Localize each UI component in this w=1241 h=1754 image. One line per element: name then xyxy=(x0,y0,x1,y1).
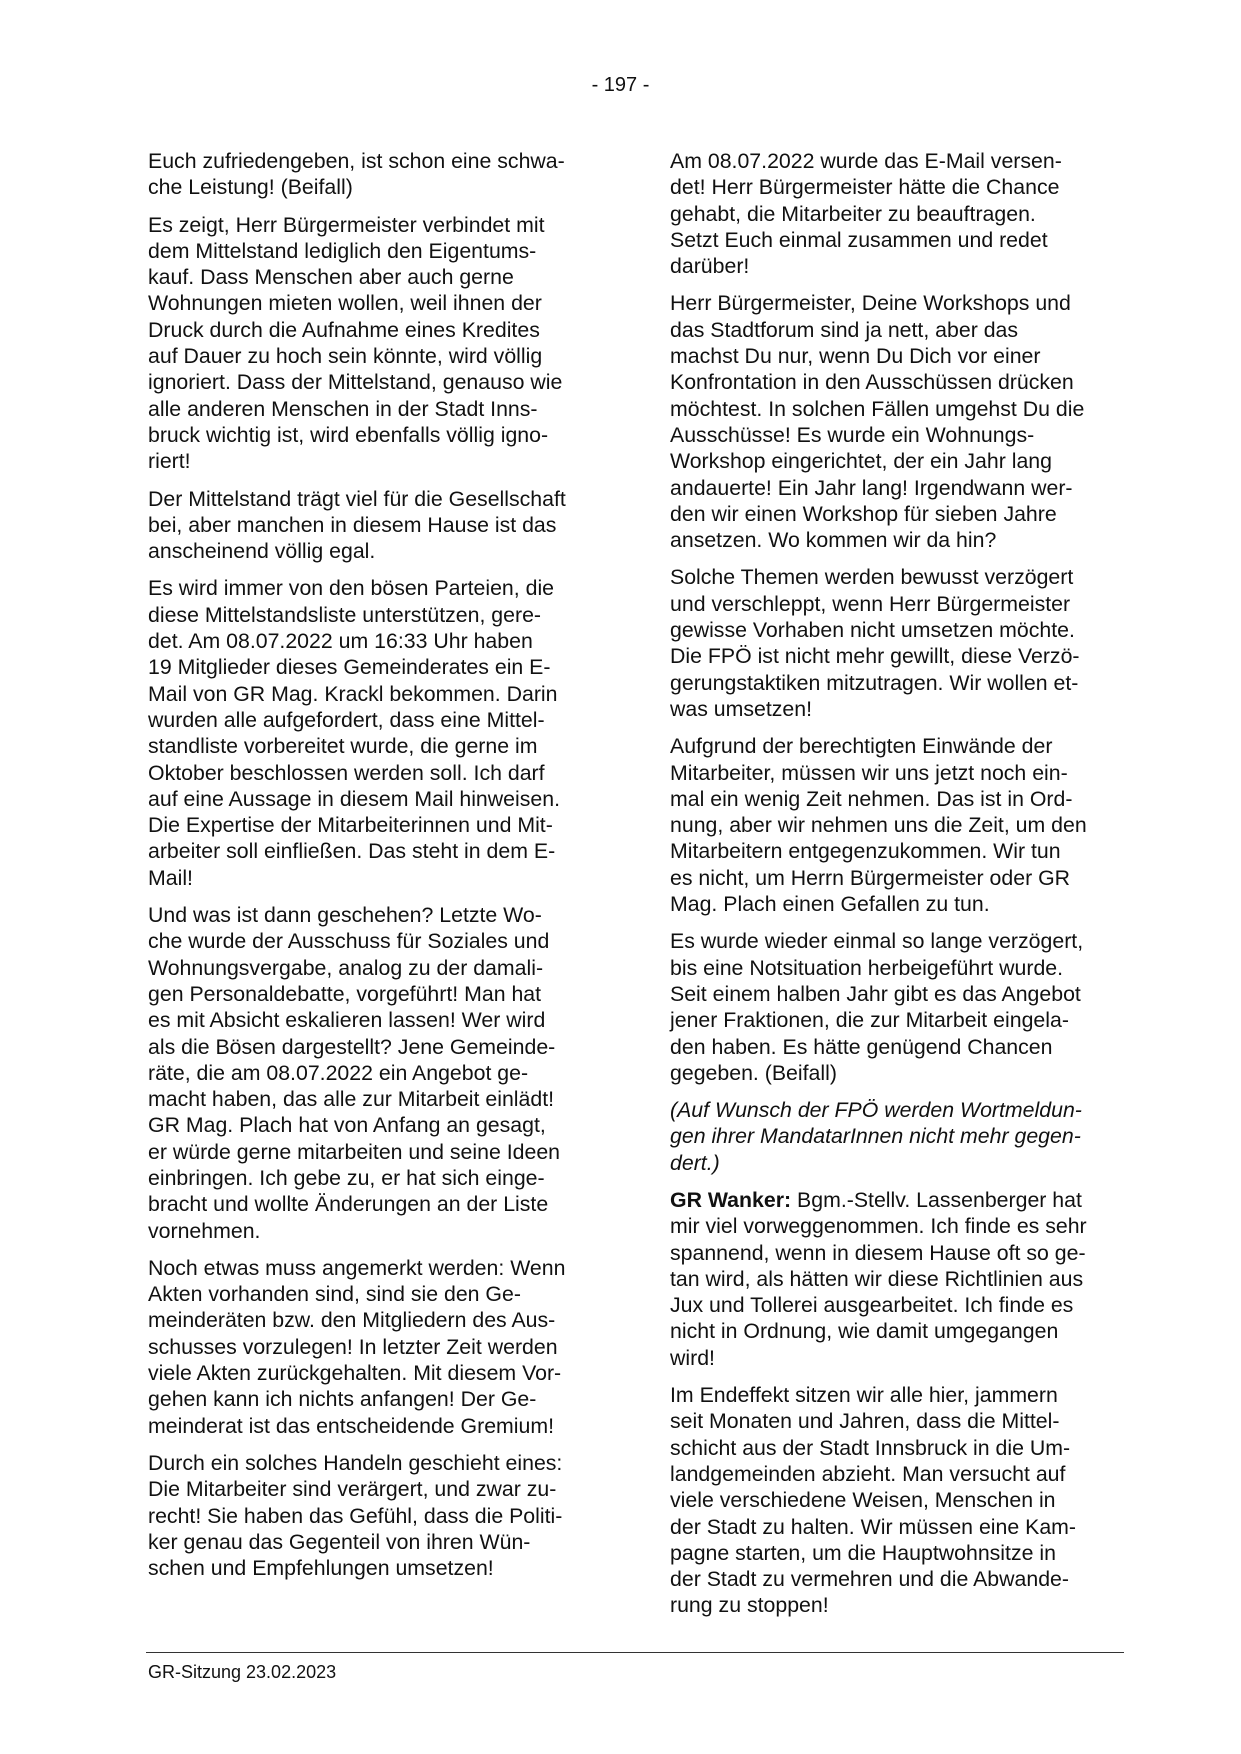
speaker-text: Bgm.-Stellv. Lassenberger hat mir viel vorweggenommen. Ich finde es sehr spannend, wenn in diesem Hause oft so ge- tan wird, als hätten wir diese Richtlinien aus Jux und Tollerei ausgearbeitet. Ich finde es nicht in Ordnung, wie damit umgegangen wird! xyxy=(670,1187,1087,1370)
paragraph: Durch ein solches Handeln geschieht eines: Die Mitarbeiter sind verärgert, und zwar zu- recht! Sie haben das Gefühl, dass die Politi- ker genau das Gegenteil von ihren Wün- schen und Empfehlungen umsetzen! xyxy=(148,1450,563,1581)
paragraph: Im Endeffekt sitzen wir alle hier, jammern seit Monaten und Jahren, dass die Mittel- schicht aus der Stadt Innsbruck in die Um- landgemeinden abzieht. Man versucht auf viele verschiedene Weisen, Menschen in der Stadt zu halten. Wir müssen eine Kam- pagne starten, um die Hauptwohnsitze in der Stadt zu vermehren und die Abwande- rung zu stoppen! xyxy=(670,1383,1077,1618)
footer-session-label: GR-Sitzung 23.02.2023 xyxy=(148,1662,337,1682)
paragraph: Es zeigt, Herr Bürgermeister verbindet mit dem Mittelstand lediglich den Eigentums- kauf. Dass Menschen aber auch gerne Wohnungen mieten wollen, weil ihnen der Druck durch die Aufnahme eines Kredites auf Dauer zu hoch sein könnte, wird völlig ignoriert. Dass der Mittelstand, genauso wie alle anderen Menschen in der Stadt Inns- bruck wichtig ist, wird ebenfalls völlig igno- riert! xyxy=(148,212,563,474)
paragraph: Herr Bürgermeister, Deine Workshops und das Stadtforum sind ja nett, aber das machst Du nur, wenn Du Dich vor einer Konfrontation in den Ausschüssen drücken möchtest. In solchen Fällen umgehst Du die Ausschüsse! Es wurde ein Wohnungs- Workshop eingerichtet, der ein Jahr lang andauerte! Ein Jahr lang! Irgendwann wer- den wir einen Workshop für sieben Jahre ansetzen. Wo kommen wir da hin? xyxy=(670,291,1085,553)
paragraph: Noch etwas muss angemerkt werden: Wenn Akten vorhanden sind, sind sie den Ge- meinderäten bzw. den Mitgliedern des Aus- schusses vorzulegen! In letzter Zeit werden viele Akten zurückgehalten. Mit diesem Vor- gehen kann ich nichts anfangen! Der Ge- meinderat ist das entscheidende Gremium! xyxy=(148,1255,566,1438)
editorial-note: (Auf Wunsch der FPÖ werden Wortmeldun- gen ihrer MandatarInnen nicht mehr gegen- dert.) xyxy=(670,1098,1082,1175)
speaker-paragraph xyxy=(670,1187,1130,1371)
left-column xyxy=(148,148,608,1592)
paragraph: Am 08.07.2022 wurde das E-Mail versen- det! Herr Bürgermeister hätte die Chance gehabt, die Mitarbeiter zu beauftragen. Setzt Euch einmal zusammen und redet darüber! xyxy=(670,149,1062,279)
paragraph: Euch zufriedengeben, ist schon eine schwa- che Leistung! (Beifall) xyxy=(148,149,565,200)
paragraph: Und was ist dann geschehen? Letzte Wo- che wurde der Ausschuss für Soziales und Wohnungsvergabe, analog zu der damali- gen Personaldebatte, vorgeführt! Man hat es mit Absicht eskalieren lassen! Wer wird als die Bösen dargestellt? Jene Gemeinde- räte, die am 08.07.2022 ein Angebot ge- macht haben, das alle zur Mitarbeit einlädt! GR Mag. Plach hat von Anfang an gesagt, er würde gerne mitarbeiten und seine Ideen einbringen. Ich gebe zu, er hat sich einge- bracht und wollte Änderungen an der Liste vornehmen. xyxy=(148,903,561,1243)
footer-divider xyxy=(146,1652,1124,1653)
paragraph: Aufgrund der berechtigten Einwände der Mitarbeiter, müssen wir uns jetzt noch ein- mal ein wenig Zeit nehmen. Das ist in Ord- nung, aber wir nehmen uns die Zeit, um den Mitarbeitern entgegenzukommen. Wir tun es nicht, um Herrn Bürgermeister oder GR Mag. Plach einen Gefallen zu tun. xyxy=(670,734,1087,917)
paragraph: Es wird immer von den bösen Parteien, die diese Mittelstandsliste unterstützen, gere- det. Am 08.07.2022 um 16:33 Uhr haben 19 Mitglieder dieses Gemeinderates ein E- Mail von GR Mag. Krackl bekommen. Darin wurden alle aufgefordert, dass eine Mittel- standliste vorbereitet wurde, die gerne im Oktober beschlossen werden soll. Ich darf auf eine Aussage in diesem Mail hinweisen. Die Expertise der Mitarbeiterinnen und Mit- arbeiter soll einfließen. Das steht in dem E- Mail! xyxy=(148,576,560,890)
paragraph: Es wurde wieder einmal so lange verzögert, bis eine Notsituation herbeigeführt wurde. Seit einem halben Jahr gibt es das Angebot jener Fraktionen, die zur Mitarbeit eingela- den haben. Es hätte genügend Chancen gegeben. (Beifall) xyxy=(670,929,1084,1085)
page-number: - 197 - xyxy=(591,74,650,96)
speaker-name: GR Wanker: xyxy=(670,1187,792,1212)
right-column xyxy=(670,148,1130,1630)
paragraph: Der Mittelstand trägt viel für die Gesellschaft bei, aber manchen in diesem Hause ist das anscheinend völlig egal. xyxy=(148,486,566,564)
paragraph: Solche Themen werden bewusst verzögert und verschleppt, wenn Herr Bürgermeister gewisse Vorhaben nicht umsetzen möchte. Die FPÖ ist nicht mehr gewillt, diese Verzö- gerungstaktiken mitzutragen. Wir wollen et- was umsetzen! xyxy=(670,565,1080,721)
